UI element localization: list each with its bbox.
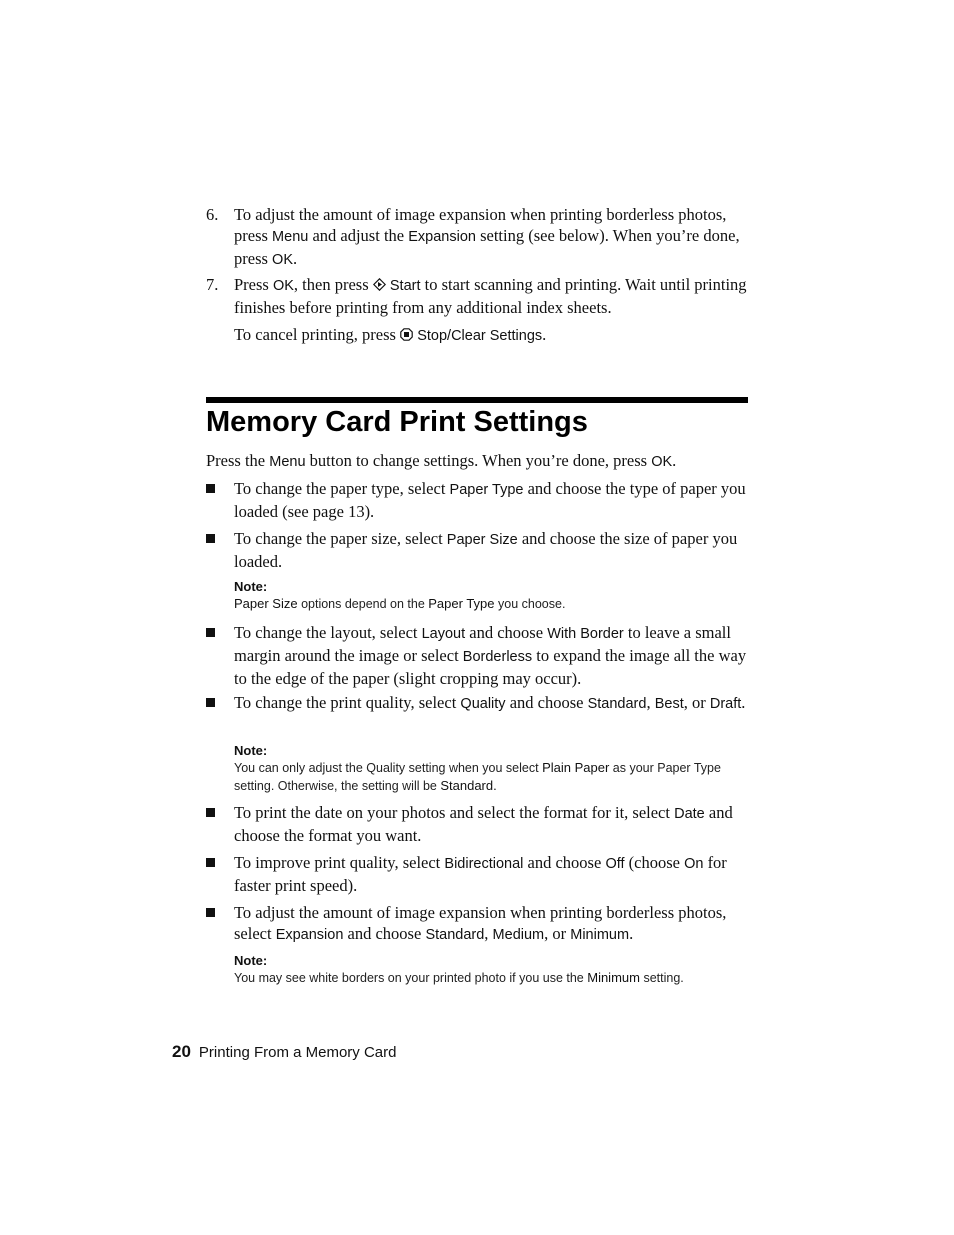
- cancel-instruction: [234, 324, 754, 347]
- page-footer: [172, 1042, 396, 1063]
- step-text: [234, 204, 751, 271]
- paper-size-label: Paper Size: [446, 532, 518, 548]
- text: and choose: [343, 924, 426, 943]
- chapter-title: Printing From a Memory Card: [198, 1044, 397, 1061]
- expansion-label: Expansion: [275, 927, 344, 943]
- text: Press: [234, 275, 273, 294]
- paper-size-label: Paper Size: [234, 596, 298, 611]
- borderless-label: Borderless: [462, 649, 533, 665]
- note-label: Note:: [234, 579, 268, 594]
- list-item: [206, 528, 751, 572]
- minimum-label: Minimum: [587, 970, 640, 985]
- text: To print the date on your photos and select the format for it, select: [234, 803, 675, 822]
- minimum-label: Minimum: [570, 927, 630, 943]
- page-number: 20: [172, 1042, 191, 1061]
- step-6: [206, 204, 751, 271]
- bullet-square-icon: [206, 484, 215, 493]
- text: You can only adjust the Quality setting when you select: [234, 761, 543, 775]
- section-heading: Memory Card Print Settings: [206, 406, 588, 438]
- note: [234, 578, 754, 613]
- note-label: Note:: [234, 953, 268, 968]
- bidirectional-label: Bidirectional: [444, 856, 524, 872]
- list-item: [206, 802, 751, 846]
- stop-clear-label: Stop/Clear Settings: [417, 328, 543, 344]
- text: You may see white borders on your printed photo if you use the: [234, 971, 588, 985]
- text: .: [293, 249, 298, 268]
- text: setting.: [639, 971, 684, 985]
- menu-label: Menu: [272, 229, 309, 245]
- section-rule: [206, 397, 748, 403]
- plain-paper-label: Plain Paper: [542, 760, 610, 775]
- ok-label: OK: [272, 252, 293, 268]
- step-7: [206, 274, 751, 318]
- start-diamond-icon: [373, 275, 386, 296]
- text: To improve print quality, select: [234, 853, 445, 872]
- list-item: [206, 478, 751, 522]
- paper-type-label: Paper Type: [428, 596, 495, 611]
- quality-label: Quality: [460, 696, 506, 712]
- text: (choose: [624, 853, 685, 872]
- bullet-square-icon: [206, 908, 215, 917]
- text: options depend on the: [297, 597, 429, 611]
- text: and adjust the: [308, 226, 409, 245]
- text: , then press: [293, 275, 373, 294]
- text: .: [542, 325, 547, 344]
- bullet-square-icon: [206, 698, 215, 707]
- text: .: [629, 924, 634, 943]
- note-label: Note:: [234, 743, 268, 758]
- text: setting (see below). When you’re done, press: [234, 226, 740, 268]
- standard-label: Standard.: [440, 778, 497, 793]
- text: to start scanning and printing. Wait until printing finishes before printing from any additional index sheets.: [234, 275, 747, 317]
- text: To cancel printing, press: [234, 325, 401, 344]
- off-label: Off: [605, 856, 625, 872]
- text: and choose: [523, 853, 606, 872]
- text: To change the print quality, select: [234, 693, 461, 712]
- text: , or: [683, 693, 710, 712]
- expansion-label: Expansion: [408, 229, 476, 245]
- standard-label: Standard: [425, 927, 485, 943]
- list-item: [206, 852, 751, 896]
- stop-icon: [400, 325, 413, 346]
- list-item: [206, 622, 751, 689]
- text: To adjust the amount of image expansion when printing borderless photos, press: [234, 205, 727, 245]
- best-label: Best: [654, 696, 684, 712]
- text: and choose the format you want.: [234, 803, 733, 845]
- text: To change the layout, select: [234, 623, 422, 642]
- text: Press the: [206, 451, 270, 470]
- step-text: [234, 274, 751, 318]
- text: ,: [484, 924, 493, 943]
- bullet-square-icon: [206, 534, 215, 543]
- bullet-square-icon: [206, 858, 215, 867]
- note: [234, 952, 754, 987]
- text: To adjust the amount of image expansion when printing borderless photos, select: [234, 903, 727, 943]
- text: to expand the image all the way to the edge of the paper (slight cropping may occur).: [234, 646, 747, 688]
- with-border-label: With Border: [547, 626, 624, 642]
- bullet-square-icon: [206, 808, 215, 817]
- text: for faster print speed).: [234, 853, 727, 895]
- date-label: Date: [674, 806, 705, 822]
- list-item: [206, 692, 751, 715]
- text: as your Paper Type setting. Otherwise, the setting will be: [234, 761, 721, 793]
- text: To change the paper type, select: [234, 479, 450, 498]
- draft-label: Draft: [709, 696, 742, 712]
- text: button to change settings. When you’re done, press: [305, 451, 652, 470]
- text: .: [672, 451, 677, 470]
- paper-type-label: Paper Type: [449, 482, 524, 498]
- text: and choose: [465, 623, 548, 642]
- step-number: 6.: [206, 205, 219, 224]
- ok-label: OK: [272, 278, 294, 294]
- text: , or: [544, 924, 571, 943]
- on-label: On: [684, 856, 704, 872]
- menu-label: Menu: [269, 454, 306, 470]
- text: to leave a small margin around the image or select: [234, 623, 731, 665]
- text: ,: [646, 693, 655, 712]
- bullet-square-icon: [206, 628, 215, 637]
- text: .: [741, 693, 746, 712]
- intro-text: [206, 450, 751, 473]
- start-label: Start: [389, 278, 421, 294]
- text: To change the paper size, select: [234, 529, 447, 548]
- text: you choose.: [494, 597, 566, 611]
- medium-label: Medium: [492, 927, 545, 943]
- text: and choose: [505, 693, 588, 712]
- step-number: 7.: [206, 275, 219, 294]
- ok-label: OK: [651, 454, 673, 470]
- standard-label: Standard: [587, 696, 647, 712]
- text: and choose the size of paper you loaded.: [234, 529, 738, 571]
- layout-label: Layout: [421, 626, 466, 642]
- list-item: [206, 902, 751, 946]
- text: and choose the type of paper you loaded (see page 13).: [234, 479, 746, 521]
- note: [234, 742, 754, 795]
